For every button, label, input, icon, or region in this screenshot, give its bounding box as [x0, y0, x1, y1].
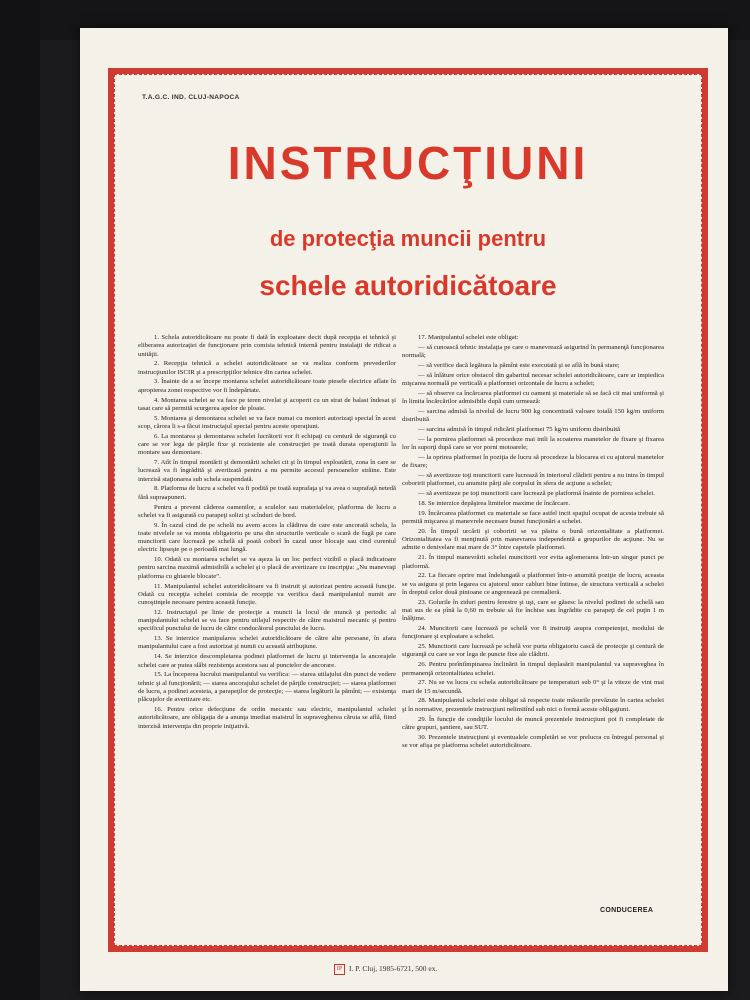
instruction-paragraph: — să avertizeze toţi muncitorii care lucrează în interiorul clădirii pentru a nu intra în timpul coboririi platformei, cu anumite părţi ale corpului în sfera de acţiune a schelei;	[402, 472, 664, 488]
instruction-paragraph: 29. În funcţie de condiţiile locului de muncă prezentele instrucţiuni pot fi completate de către grupuri, şantiere, sau SUT.	[402, 715, 664, 731]
poster-subtitle-2: schele autoridicătoare	[259, 270, 557, 301]
instruction-paragraph: 15. La începerea lucrului manipulantul va verifica: — starea utilajului din punct de vedere tehnic şi al funcţionării; — starea ancorajului schelei de părţile construcţiei; — starea platformei de lucru, a podinei acesteia, a parapeţilor de protecţie; — starea legăturii la pămînt; — existenţa plăcuţelor de avertizare etc.	[138, 671, 396, 704]
instruction-paragraph: 17. Manipulantul schelei este obligat:	[418, 334, 519, 341]
instruction-paragraph: 11. Manipulantul schelei autoridicătoare va fi instruit şi autorizat pentru această funcţie. Odată cu recepţia schelei comisia de recepţie va verifica dacă manipulantul numit are cunoştinţele necesare pentru această funcţie.	[138, 582, 396, 607]
instruction-paragraph: — să avertizeze pe toţi muncitorii care lucrează pe platformă înainte de pornirea schelei.	[418, 490, 655, 498]
signature-label: CONDUCEREA	[600, 907, 654, 914]
poster-sheet	[80, 28, 728, 991]
instruction-paragraph: 6. La montarea şi demontarea schelei lucrătorii vor fi echipaţi cu centură de siguranţă cu care se vor lega de părţile fixe şi rezistente ale construcţiei pe toată durata operaţiunii la montare sau demontare.	[138, 432, 396, 457]
instruction-paragraph: 7. Atît în timpul montării şi demontării schelei cit şi în timpul exploatării, zona în care se lucrează va fi îngrădită şi avertizată pentru a nu permite accesul persoanelor străine. Este interzisă staţionarea sub schela suspendată.	[138, 459, 396, 483]
instruction-paragraph: 20. În timpul urcării şi coboririi se va păstra o bună orizontalitate a platformei. Orizontalitatea va fi menţinută prin manevrarea independentă a grupurilor de acţiune. Nu se admite o denivelare mai mare de 3° între capetele platformei.	[402, 527, 664, 552]
instruction-paragraph: 22. La fiecare oprire mai îndelungată a platformei într-o anumită poziţie de lucru, aceasta se va asigura şi prin legarea cu ajutorul unor cabluri bine întinse, de structura verticală a schelei în dreptul celor două pinioane ce angrenează pe cremalieră.	[402, 572, 664, 596]
instruction-paragraph: 14. Se interzice descompletarea podinei platformei de lucru şi intervenţia la ancorajele schelei care ar putea slăbi rezistenţa acestora sau al punctelor de ancorare.	[138, 653, 396, 669]
instruction-paragraph: 5. Montarea şi demontarea schelei se va face numai cu montori autorizaţi special în acest scop, cărora li s-a făcut instructajul special pentru aceste operaţiuni.	[138, 414, 396, 430]
instruction-paragraph: — la pornirea platformei să procedeze mai intîi la scoaterea manetelor de fixare şi fixarea lor în suporţi după care se vor porni motoarele;	[402, 435, 664, 452]
backdrop-edge	[0, 0, 40, 1000]
instructions-right-column	[402, 334, 664, 752]
printer-imprint	[334, 964, 437, 975]
instruction-paragraph: — să verifice dacă legătura la pămînt este executată şi se află în bună stare;	[418, 361, 620, 369]
instruction-paragraph: — sarcina admisă la nivelul de lucru 900 kg concentrată valoare totală 150 kg/m uniform distribuită	[402, 407, 664, 424]
instruction-paragraph: 4. Montarea schelei se va face pe teren nivelat şi acoperit cu un strat de balast îndesat şi tasat care să permită scurgerea apelor de ploaie.	[138, 396, 396, 412]
instruction-paragraph: 1. Schela autoridicătoare nu poate fi dată în exploatare decit după recepţia ei tehnică şi eliberarea autorizaţiei de funcţionare prin comisia tehnică internă pentru instalaţii de ridicat a unităţii.	[138, 334, 396, 358]
instruction-paragraph: 27. Nu se va lucra cu schela autoridicătoare pe temperaturi sub 0° şi la viteze de vint mai mari de 15 m/secundă.	[402, 679, 664, 695]
instruction-paragraph: 13. Se interzice manipularea schelei autoridicătoare de către alte persoane, în afara manipulantului care a fost autorizat şi numit cu această atribuţiune.	[138, 635, 396, 651]
instruction-paragraph: 2. Recepţia tehnică a schelei autoridicătoare se va realiza conform prevederilor instrucţiunilor ISCIR şi a prescripţiilor tehnice din cartea schelei.	[138, 360, 396, 376]
instruction-paragraph: 8. Platforma de lucru a schelei va fi podită pe toată suprafaţa şi va avea o suprafaţă netedă fără supraapuneri.	[138, 485, 396, 501]
instruction-paragraph: — să cunoască tehnic instalaţia pe care o manevrează asigurind în permanenţă funcţionarea normală;	[402, 343, 664, 360]
instruction-paragraph: — sarcina admisă în timpul ridicării platformei 75 kg/m uniform distribuită	[418, 426, 621, 434]
instruction-paragraph: — să înlăture orice obstacol din gabaritul necesar schelei autoridicătoare, care ar impiedica mişcarea normală pe verticală a platformei orizontale de lucru a schelei;	[402, 371, 664, 388]
poster-subtitle: de protecţia muncii pentru	[269, 226, 547, 251]
instruction-paragraph: Pentru a preveni căderea oamenilor, a sculelor sau materialelor, platforma de lucru a schelei va fi asigurată cu parapeţi solizi şi scînduri de bord.	[138, 503, 396, 519]
instruction-paragraph: 21. În timpul manevrării schelei muncitorii vor evita aglomerarea într-un singur punct pe platformă.	[402, 554, 664, 570]
publisher-label: T.A.G.C. IND. CLUJ-NAPOCA	[142, 94, 240, 101]
poster-title: INSTRUCŢIUNI	[227, 137, 589, 189]
instruction-paragraph: 26. Pentru preîntîmpinarea înclinării în timpul deplasării manipulantul va supraveghea în permanenţă orizontalitatea schelei.	[402, 661, 664, 677]
instruction-paragraph: 9. În cazul cind de pe schelă nu avem acces la clădirea de care este ancorată schela, la toate nivelele se va monta obligatoriu pe una din structurile verticale o scară de fugă pe care muncitorii care lucrează pe schelă să poată coborî în cazul unor blocaje sau cind curentul electric lipseşte pe o perioadă mai lungă.	[138, 521, 396, 554]
printer-logo-icon: IP	[334, 964, 345, 975]
instruction-paragraph: 19. Încărcarea platformei cu materiale se face astfel incit spaţiul ocupat de acesta trebuie să permită mişcarea şi manevrele necesare bunei funcţionări a schelei.	[402, 509, 664, 526]
instruction-paragraph: 10. Odată cu montarea schelei se va aşeza la un loc perfect vizibil o placă indicatoare pentru sarcina maximă admisibilă a schelei şi o placă de avertizare cu inscripţia: „Nu manevraţi platforma cu ghiarele blocate”.	[138, 556, 396, 580]
instruction-paragraph: 28. Manipulantul schelei este obligat să respecte toate măsurile prevăzute în cartea schelei şi în normative, prezentele instrucţiuni nelimitînd sub nici o formă aceste obligaţiuni.	[402, 697, 664, 713]
instruction-paragraph: — la oprirea platformei în poziţia de lucru să procedeze la blocarea ei cu ajutorul manetelor de fixare;	[402, 454, 664, 470]
instruction-paragraph: 25. Muncitorii care lucrează pe schelă vor purta obligatoriu cască de protecţie şi centură de siguranţă cu care se vor lega de puncte fixe ale clădirii.	[402, 643, 664, 659]
instruction-paragraph: 16. Pentru orice defecţiune de ordin mecanic sau electric, manipulantul schelei autoridicătoare, are obligaţia de a anunţa imediat maistrul în supravegherea căruia se află, fiind interzisă intervenţia din proprie iniţiativă.	[138, 706, 396, 730]
instruction-paragraph: 23. Golurile în ziduri pentru ferestre şi uşi, care se găsesc la nivelul podinei de schelă sau mai sus de ea pînă la 0,60 m trebuie să fie închise sau îngrădite cu parapeţi de cel puţin 1 m înălţime.	[402, 598, 664, 623]
print-info-text: I. P. Cluj, 1985-6721, 500 ex.	[349, 964, 438, 974]
instruction-paragraph: 3. Înainte de a se începe montarea schelei autoridicătoare toate piesele electrice aflate în apropierea zonei respective vor fi îndepărtate.	[138, 378, 396, 394]
instruction-paragraph: 30. Prezentele instrucţiuni şi eventualele completări se vor prelucra cu întregul personal şi se vor afişa pe platforma schelei autoridicătoare.	[402, 733, 664, 749]
instructions-left-column	[138, 334, 396, 732]
instruction-paragraph: 24. Muncitorii care lucrează pe schelă vor fi instruiţi asupra competenţei, modului de funcţionare şi exploatare a schelei.	[402, 625, 664, 641]
instruction-paragraph: 18. Se interzice depăşirea limitelor maxime de încărcare.	[418, 500, 571, 508]
instruction-paragraph: 12. Instructajul pe linie de protecţie a muncii la locul de muncă şi periodic al manipulantului schelei se va face pentru utilajul respectiv de către maistrul mecanic şi pentru specificul punctului de lucru de către conducătorul punctului de lucru.	[138, 608, 396, 633]
instruction-paragraph: — să observe ca încărcarea platformei cu oameni şi materiale să se facă cit mai uniformă şi în limita încărcărilor admisibile după cum urmează:	[402, 389, 664, 406]
